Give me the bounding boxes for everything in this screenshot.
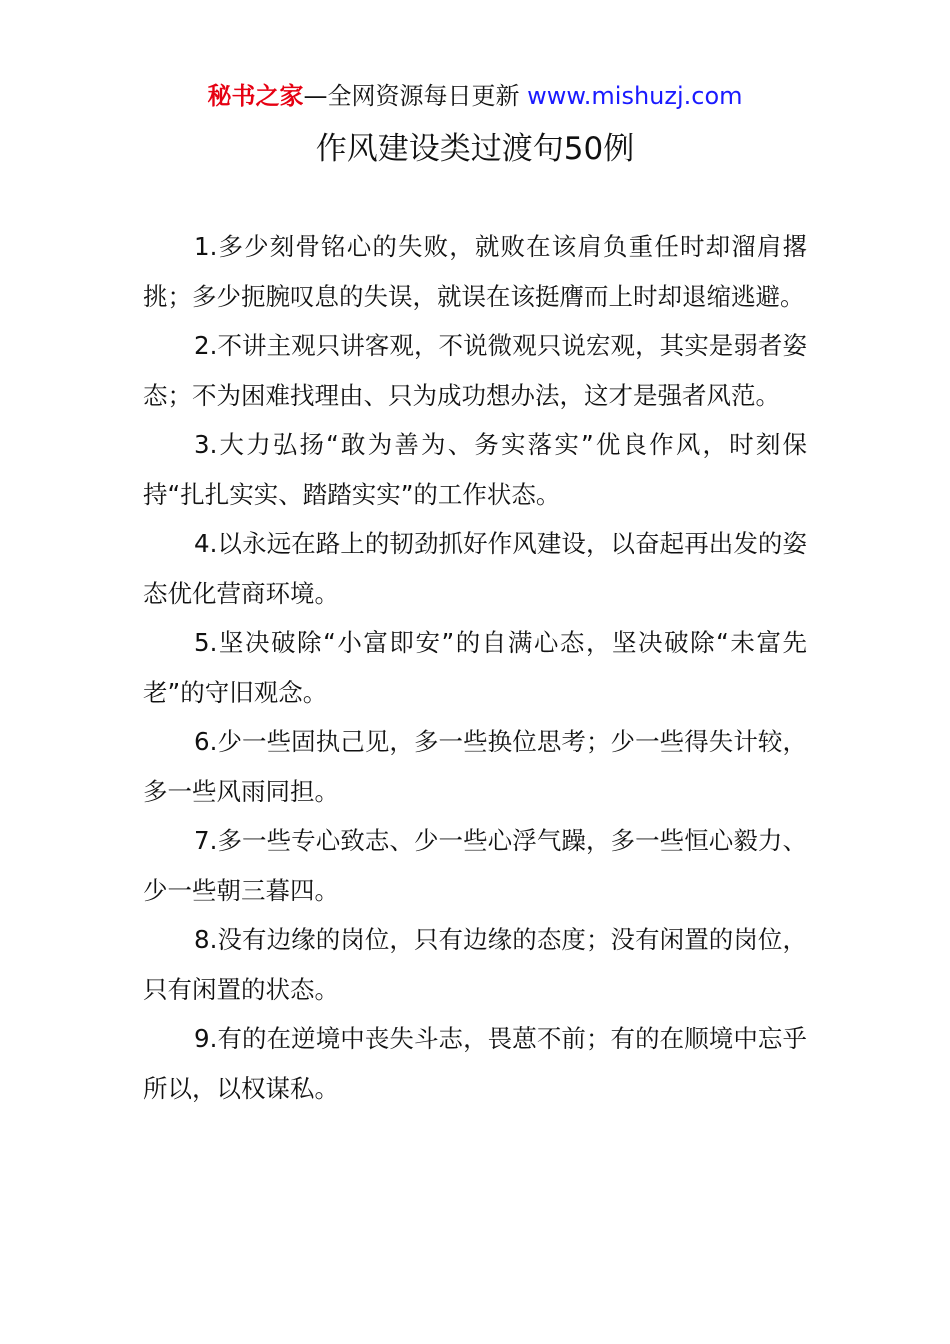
paragraph-5: 5.坚决破除“小富即安”的自满心态，坚决破除“未富先老”的守旧观念。 — [143, 628, 807, 707]
paragraph-8: 8.没有边缘的岗位，只有边缘的态度；没有闲置的岗位，只有闲置的状态。 — [143, 925, 807, 1004]
header-tagline: —全网资源每日更新 — [303, 82, 520, 110]
document-title: 作风建设类过渡句50例 — [315, 131, 635, 167]
paragraph-4: 4.以永远在路上的韧劲抓好作风建设，以奋起再出发的姿态优化营商环境。 — [143, 529, 807, 608]
site-url-link[interactable]: www.mishuzj.com — [527, 82, 743, 110]
paragraph-7: 7.多一些专心致志、少一些心浮气躁，多一些恒心毅力、少一些朝三暮四。 — [143, 826, 807, 905]
paragraph-9: 9.有的在逆境中丧失斗志，畏葸不前；有的在顺境中忘乎所以，以权谋私。 — [143, 1024, 807, 1103]
paragraph-6: 6.少一些固执己见，多一些换位思考；少一些得失计较，多一些风雨同担。 — [143, 727, 807, 806]
document-body — [143, 222, 807, 1113]
paragraph-2: 2.不讲主观只讲客观，不说微观只说宏观，其实是弱者姿态；不为困难找理由、只为成功想办法，这才是强者风范。 — [143, 331, 807, 410]
brand-name: 秘书之家 — [207, 82, 304, 110]
site-header — [0, 80, 950, 112]
paragraph-1: 1.多少刻骨铭心的失败，就败在该肩负重任时却溜肩撂挑；多少扼腕叹息的失误，就误在该挺膺而上时却退缩逃避。 — [143, 232, 807, 311]
paragraph-3: 3.大力弘扬“敢为善为、务实落实”优良作风，时刻保持“扎扎实实、踏踏实实”的工作状态。 — [143, 430, 807, 509]
